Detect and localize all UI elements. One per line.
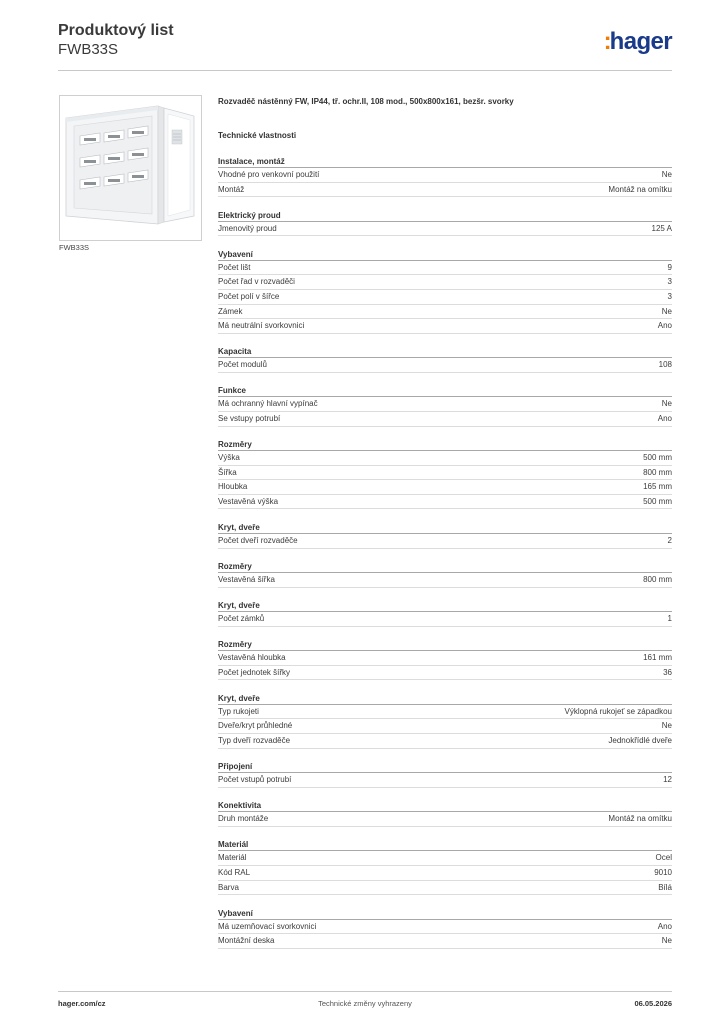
property-row bbox=[218, 319, 672, 334]
property-label: Typ dveří rozvaděče bbox=[218, 736, 291, 746]
section-title: Kryt, dveře bbox=[218, 693, 672, 705]
property-section bbox=[218, 800, 672, 827]
property-value: Ano bbox=[657, 921, 672, 931]
image-caption: FWB33S bbox=[59, 243, 90, 252]
property-row bbox=[218, 305, 672, 320]
property-value: 12 bbox=[663, 775, 672, 785]
section-title: Kryt, dveře bbox=[218, 522, 672, 534]
property-label: Zámek bbox=[218, 306, 243, 316]
hager-logo bbox=[604, 28, 672, 56]
section-title: Kryt, dveře bbox=[218, 600, 672, 612]
property-value: 500 mm bbox=[643, 496, 672, 506]
property-value: 800 mm bbox=[643, 467, 672, 477]
property-value: Ne bbox=[661, 306, 672, 316]
property-label: Materiál bbox=[218, 853, 247, 863]
property-value: 108 bbox=[658, 360, 672, 370]
property-label: Typ rukojeti bbox=[218, 706, 259, 716]
property-value: Ocel bbox=[655, 853, 672, 863]
property-section bbox=[218, 385, 672, 426]
property-section bbox=[218, 908, 672, 949]
technical-properties-heading: Technické vlastnosti bbox=[218, 131, 297, 140]
property-row bbox=[218, 651, 672, 666]
property-label: Počet vstupů potrubí bbox=[218, 775, 292, 785]
property-label: Vestavěná výška bbox=[218, 496, 279, 506]
property-row bbox=[218, 866, 672, 881]
page-subtitle: FWB33S bbox=[58, 41, 119, 58]
property-section bbox=[218, 439, 672, 509]
property-row bbox=[218, 222, 672, 237]
property-row bbox=[218, 612, 672, 627]
property-section bbox=[218, 561, 672, 588]
distribution-board-illustration bbox=[60, 96, 201, 240]
property-label: Montáž bbox=[218, 184, 245, 194]
logo-text: hager bbox=[609, 28, 672, 55]
page-footer bbox=[58, 991, 672, 1012]
property-value: 3 bbox=[667, 277, 672, 287]
property-row bbox=[218, 812, 672, 827]
property-section bbox=[218, 346, 672, 373]
footer-date: 06.05.2026 bbox=[634, 999, 672, 1008]
property-value: 500 mm bbox=[643, 453, 672, 463]
property-row bbox=[218, 719, 672, 734]
property-value: Ne bbox=[661, 936, 672, 946]
property-row bbox=[218, 734, 672, 749]
section-title: Kapacita bbox=[218, 346, 672, 358]
property-row bbox=[218, 480, 672, 495]
section-title: Rozměry bbox=[218, 561, 672, 573]
property-value: Ano bbox=[657, 413, 672, 423]
property-row bbox=[218, 275, 672, 290]
property-row bbox=[218, 920, 672, 935]
footer-website: hager.com/cz bbox=[58, 999, 106, 1008]
property-label: Počet jednotek šířky bbox=[218, 667, 291, 677]
property-value: Bílá bbox=[658, 882, 672, 892]
property-value: Montáž na omítku bbox=[608, 814, 672, 824]
property-row bbox=[218, 168, 672, 183]
property-label: Dveře/kryt průhledné bbox=[218, 721, 293, 731]
section-title: Elektrický proud bbox=[218, 210, 672, 222]
property-row bbox=[218, 358, 672, 373]
property-section bbox=[218, 639, 672, 680]
footer-notice: Technické změny vyhrazeny bbox=[318, 999, 412, 1008]
property-label: Hloubka bbox=[218, 482, 248, 492]
property-section bbox=[218, 249, 672, 334]
property-label: Kód RAL bbox=[218, 867, 251, 877]
property-value: 165 mm bbox=[643, 482, 672, 492]
property-value: 36 bbox=[663, 667, 672, 677]
property-row bbox=[218, 705, 672, 720]
property-section bbox=[218, 522, 672, 549]
section-title: Připojení bbox=[218, 761, 672, 773]
page-header bbox=[58, 22, 672, 71]
property-value: 125 A bbox=[651, 223, 672, 233]
property-label: Se vstupy potrubí bbox=[218, 413, 281, 423]
property-label: Počet modulů bbox=[218, 360, 267, 370]
section-title: Instalace, montáž bbox=[218, 156, 672, 168]
property-label: Montážní deska bbox=[218, 936, 275, 946]
section-title: Rozměry bbox=[218, 439, 672, 451]
property-value: Jednokřídlé dveře bbox=[608, 736, 672, 746]
property-row bbox=[218, 397, 672, 412]
product-image bbox=[59, 95, 202, 241]
property-label: Počet lišt bbox=[218, 262, 251, 272]
property-value: 800 mm bbox=[643, 575, 672, 584]
property-section bbox=[218, 839, 672, 895]
property-value: Ne bbox=[661, 721, 672, 731]
property-row bbox=[218, 261, 672, 276]
property-row bbox=[218, 495, 672, 510]
property-row bbox=[218, 773, 672, 788]
property-row bbox=[218, 934, 672, 949]
property-label: Druh montáže bbox=[218, 814, 269, 824]
property-section bbox=[218, 210, 672, 237]
property-value: 9 bbox=[667, 262, 672, 272]
property-row bbox=[218, 183, 672, 198]
property-label: Šířka bbox=[218, 467, 237, 477]
property-row bbox=[218, 881, 672, 896]
section-title: Funkce bbox=[218, 385, 672, 397]
properties-list bbox=[218, 156, 672, 949]
property-section bbox=[218, 693, 672, 749]
page-title: Produktový list bbox=[58, 22, 174, 39]
property-value: Výklopná rukojeť se západkou bbox=[564, 706, 672, 716]
property-value: 1 bbox=[667, 614, 672, 624]
property-section bbox=[218, 156, 672, 197]
property-section bbox=[218, 761, 672, 788]
section-title: Materiál bbox=[218, 839, 672, 851]
section-title: Konektivita bbox=[218, 800, 672, 812]
property-value: 9010 bbox=[654, 867, 672, 877]
property-label: Jmenovitý proud bbox=[218, 223, 277, 233]
property-label: Výška bbox=[218, 453, 240, 463]
property-value: Ne bbox=[661, 170, 672, 179]
property-value: 3 bbox=[667, 291, 672, 301]
property-value: 2 bbox=[667, 535, 672, 545]
property-value: Ano bbox=[657, 321, 672, 331]
property-label: Vestavěná šířka bbox=[218, 575, 275, 584]
property-row bbox=[218, 534, 672, 549]
product-description: Rozvaděč nástěnný FW, IP44, tř. ochr.II, 108 mod., 500x800x161, bezšr. svorky bbox=[218, 97, 514, 106]
property-row bbox=[218, 451, 672, 466]
property-label: Počet polí v šířce bbox=[218, 291, 280, 301]
property-row bbox=[218, 466, 672, 481]
property-section bbox=[218, 600, 672, 627]
property-label: Má neutrální svorkovnici bbox=[218, 321, 305, 331]
property-row bbox=[218, 666, 672, 681]
section-title: Vybavení bbox=[218, 249, 672, 261]
property-label: Počet řad v rozvaděči bbox=[218, 277, 295, 287]
product-details bbox=[218, 96, 672, 949]
property-label: Vestavěná hloubka bbox=[218, 653, 286, 663]
property-row bbox=[218, 573, 672, 588]
logo-colon-mark: : bbox=[603, 28, 610, 55]
property-row bbox=[218, 412, 672, 427]
section-title: Vybavení bbox=[218, 908, 672, 920]
property-label: Vhodné pro venkovní použití bbox=[218, 170, 320, 179]
property-label: Má uzemňovací svorkovnici bbox=[218, 921, 317, 931]
property-row bbox=[218, 851, 672, 866]
property-row bbox=[218, 290, 672, 305]
property-value: 161 mm bbox=[643, 653, 672, 663]
property-value: Montáž na omítku bbox=[608, 184, 672, 194]
property-value: Ne bbox=[661, 399, 672, 409]
section-title: Rozměry bbox=[218, 639, 672, 651]
property-label: Počet zámků bbox=[218, 614, 265, 624]
property-label: Počet dveří rozvaděče bbox=[218, 535, 298, 545]
property-label: Barva bbox=[218, 882, 239, 892]
property-label: Má ochranný hlavní vypínač bbox=[218, 399, 318, 409]
